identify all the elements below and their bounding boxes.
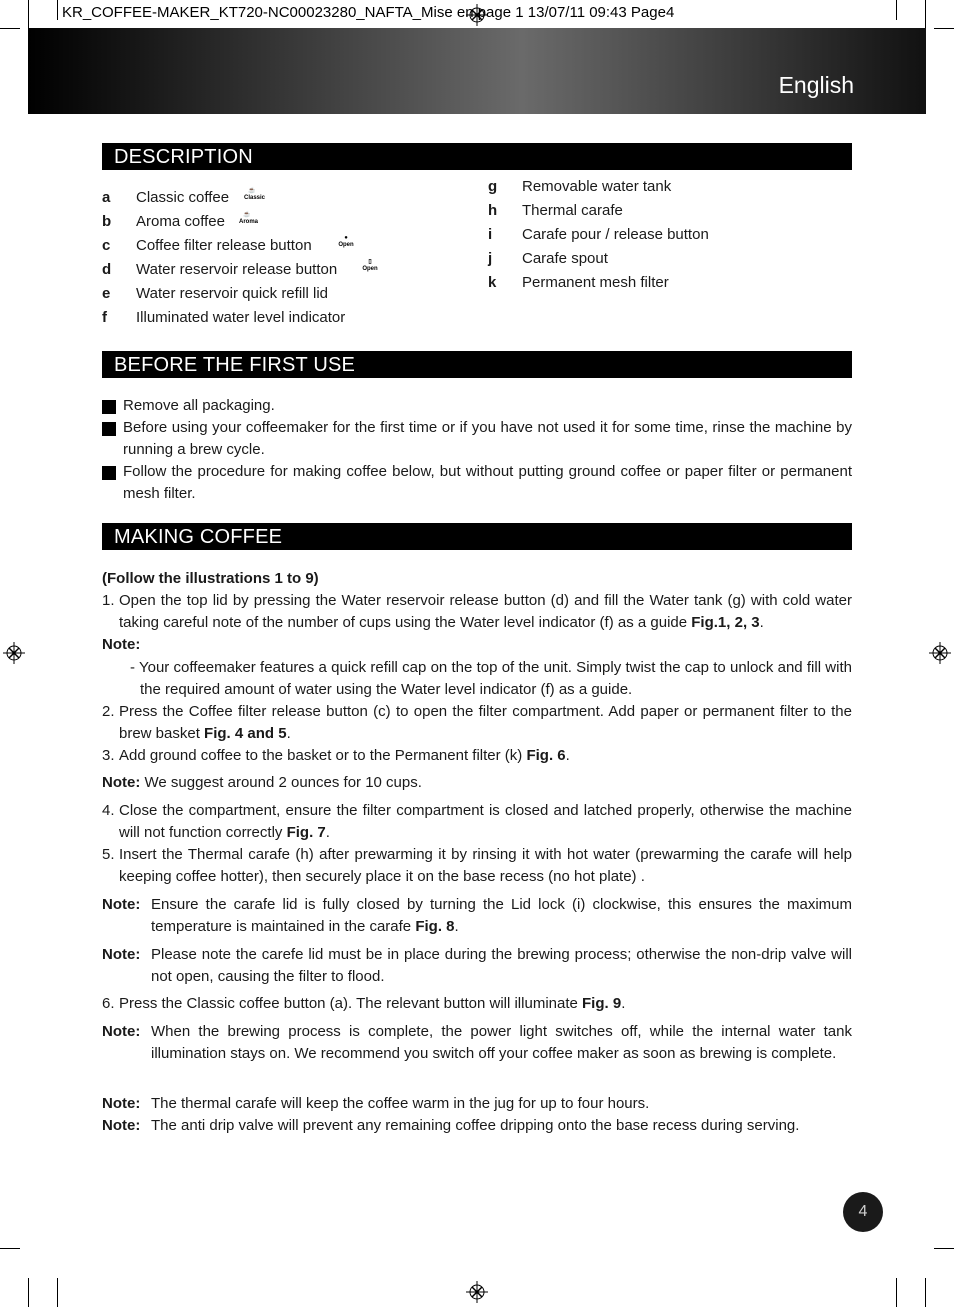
section-title-making-coffee: MAKING COFFEE <box>102 523 852 550</box>
crop-mark <box>896 0 897 20</box>
registration-mark-icon <box>3 642 25 664</box>
language-label: English <box>778 72 854 98</box>
print-slug: KR_COFFEE-MAKER_KT720-NC00023280_NAFTA_Mise en page 1 13/07/11 09:43 Page4 <box>62 4 675 21</box>
reservoir-open-icon: ▯ Open <box>362 259 378 272</box>
note-label: Note: <box>102 636 141 653</box>
step-text: Press the Classic coffee button (a). The relevant button will illuminate Fig. 9. <box>119 995 626 1012</box>
step-number: 1. <box>102 592 115 609</box>
square-bullet-icon <box>102 466 116 480</box>
bullet-text: Follow the procedure for making coffee below, but without putting ground coffee or paper filter or permanent mesh filter. <box>123 463 852 502</box>
step-number: 6. <box>102 995 115 1012</box>
registration-mark-icon <box>466 1281 488 1303</box>
crop-mark <box>934 1248 954 1249</box>
step-text: Add ground coffee to the basket or to the Permanent filter (k) Fig. 6. <box>119 747 570 764</box>
crop-mark <box>896 1278 897 1307</box>
crop-mark <box>934 28 954 29</box>
crop-mark <box>925 0 926 28</box>
square-bullet-icon <box>102 400 116 414</box>
crop-mark <box>925 1278 926 1307</box>
registration-mark-icon <box>929 642 951 664</box>
note-label: Note: <box>102 1117 141 1134</box>
square-bullet-icon <box>102 422 116 436</box>
header-band <box>28 28 926 114</box>
note-label: Note: <box>102 1023 141 1040</box>
crop-mark <box>0 28 20 29</box>
note-text: - Your coffeemaker features a quick refill cap on the top of the unit. Simply twist the cap to unlock and fill with the required amount of water using the Water level indicator (f) as a guide. <box>130 659 852 698</box>
crop-mark <box>28 0 29 28</box>
step-number: 3. <box>102 747 115 764</box>
bullet-text: Remove all packaging. <box>123 397 275 414</box>
note-text: The thermal carafe will keep the coffee warm in the jug for up to four hours. <box>151 1095 650 1112</box>
section-title-before-first-use: BEFORE THE FIRST USE <box>102 351 852 378</box>
step-text: Insert the Thermal carafe (h) after prewarming it by rinsing it with hot water (prewarming the carafe will help keeping coffee hotter), then securely place it on the base recess (no hot plate) . <box>119 846 852 885</box>
bullet-text: Before using your coffeemaker for the first time or if you have not used it for some time, rinse the machine by running a brew cycle. <box>123 419 852 458</box>
crop-mark <box>28 1278 29 1307</box>
step-number: 2. <box>102 703 115 720</box>
note-text: Ensure the carafe lid is fully closed by turning the Lid lock (i) clockwise, this ensures the maximum temperature is maintained in the carafe Fig. 8. <box>151 896 852 935</box>
step-text: Close the compartment, ensure the filter compartment is closed and latched properly, otherwise the machine will not function correctly Fig. 7. <box>119 802 852 841</box>
step-number: 4. <box>102 802 115 819</box>
note-label: Note: <box>102 896 141 913</box>
crop-mark <box>57 0 58 20</box>
crop-mark <box>57 1278 58 1307</box>
classic-cup-icon: ☕ Classic <box>244 188 266 201</box>
crop-mark <box>0 1248 20 1249</box>
page-number: 4 <box>843 1192 883 1232</box>
note-text: Please note the carefe lid must be in place during the brewing process; otherwise the non-drip valve will not open, causing the filter to flood. <box>151 946 852 985</box>
aroma-cup-icon: ☕ Aroma <box>239 212 259 225</box>
step-text: Open the top lid by pressing the Water reservoir release button (d) and fill the Water tank (g) with cold water taking careful note of the number of cups using the Water level indicator (f) as a guide Fig.1, 2, 3. <box>119 592 852 631</box>
note-text: The anti drip valve will prevent any remaining coffee dripping onto the base recess during serving. <box>151 1117 800 1134</box>
section-title-description: DESCRIPTION <box>102 143 852 170</box>
filter-open-icon: ● Open <box>338 235 354 248</box>
note-label: Note: <box>102 946 141 963</box>
step-number: 5. <box>102 846 115 863</box>
intro-text: (Follow the illustrations 1 to 9) <box>102 570 319 587</box>
step-text: Press the Coffee filter release button (c) to open the filter compartment. Add paper or permanent filter to the brew basket Fig. 4 and 5. <box>119 703 852 742</box>
note-text: Note: We suggest around 2 ounces for 10 cups. <box>102 774 422 791</box>
note-text: When the brewing process is complete, the power light switches off, while the internal water tank illumination stays on. We recommend you switch off your coffee maker as soon as brewing is complete. <box>151 1023 852 1062</box>
note-label: Note: <box>102 1095 141 1112</box>
